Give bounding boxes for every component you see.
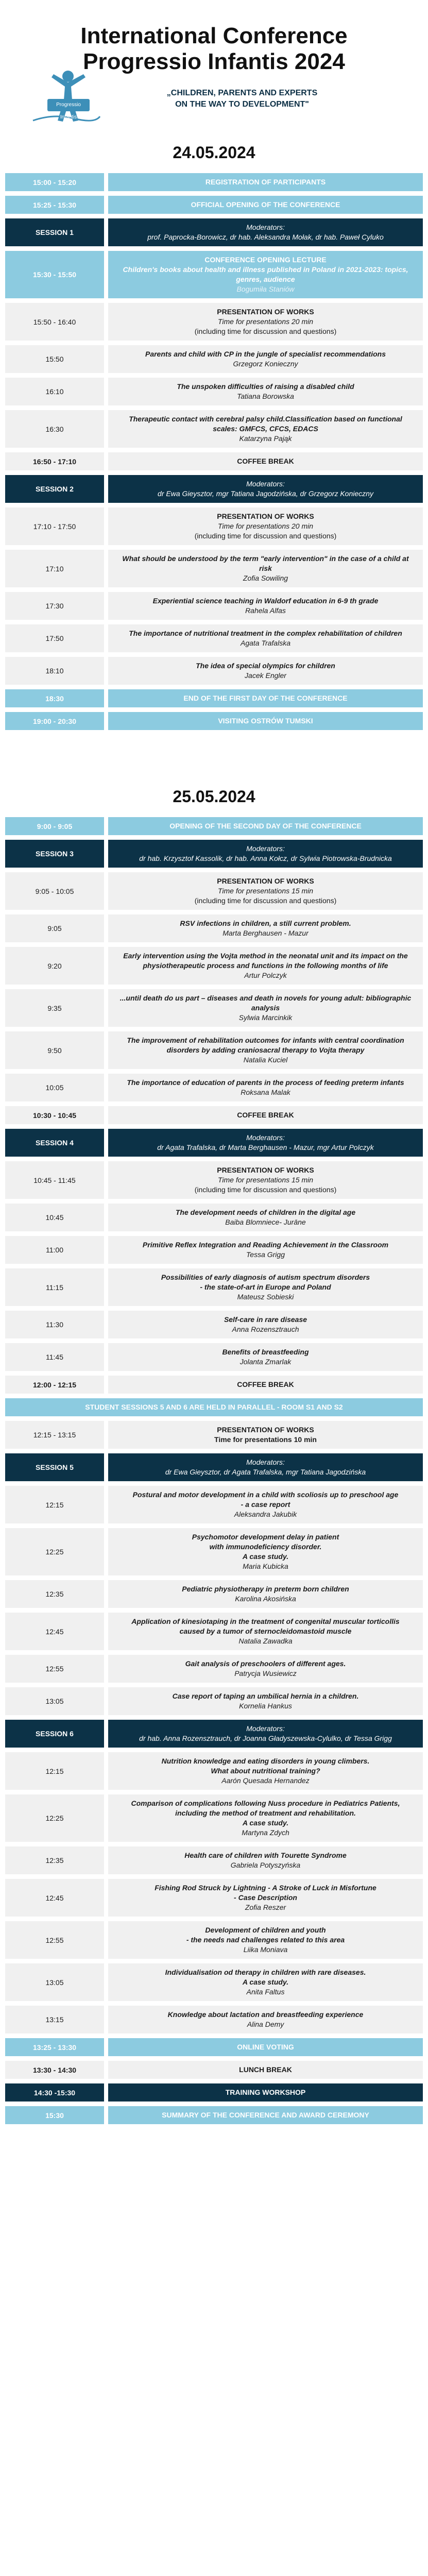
schedule-row [5,410,423,448]
schedule-content [108,817,423,835]
schedule-time: SESSION 1 [5,218,104,246]
schedule-line: Children's books about health and illness published in Poland in 2021-2023: topics, genres, audience [123,265,408,283]
schedule-line: Sylwia Marcinkik [238,1013,293,1022]
schedule-content [108,1074,423,1101]
schedule-content [108,989,423,1027]
schedule-line: ...until death do us part – diseases and death in novels for young adult: bibliographic analysis [119,994,412,1012]
schedule-line: - a case report [241,1500,290,1509]
schedule-time: 12:25 [5,1528,104,1575]
schedule-line: Aarón Quesada Hernandez [221,1776,310,1785]
schedule-line: Martyna Zdych [242,1828,289,1837]
schedule-line: REGISTRATION OF PARTICIPANTS [205,178,326,186]
schedule-line: Natalia Zawadka [238,1637,293,1645]
title-line-1: International Conference [80,23,348,48]
schedule-row [5,1236,423,1264]
schedule-row [5,1752,423,1790]
schedule-line: (including time for discussion and questions) [194,327,337,335]
schedule-content [108,1343,423,1371]
schedule-content [108,1161,423,1199]
schedule-content [108,303,423,341]
schedule-content [108,2006,423,2033]
schedule-line: A case study. [242,1819,289,1827]
schedule-line: SUMMARY OF THE CONFERENCE AND AWARD CEREMONY [162,2111,369,2119]
schedule-line: Fishing Rod Struck by Lightning - A Stroke of Luck in Misfortune [155,1884,376,1892]
schedule-line: Artur Polczyk [244,971,287,979]
schedule-content [108,2106,423,2124]
schedule-time: SESSION 4 [5,1129,104,1157]
schedule-line: TRAINING WORKSHOP [225,2088,306,2096]
schedule-time: 15:50 - 16:40 [5,303,104,341]
schedule-line: OPENING OF THE SECOND DAY OF THE CONFERENCE [169,822,362,830]
schedule-line: Case report of taping an umbilical hernia in a children. [172,1692,359,1700]
schedule-line: Individualisation od therapy in children with rare diseases. [165,1968,366,1976]
schedule-line: Roksana Malak [241,1088,290,1096]
schedule-row [5,1528,423,1575]
schedule-time: 12:15 [5,1752,104,1790]
schedule-row [5,1106,423,1124]
schedule-content [108,251,423,298]
schedule-row [5,1846,423,1874]
schedule-line: Parents and child with CP in the jungle of specialist recommendations [145,350,386,358]
schedule-time: SESSION 2 [5,475,104,503]
schedule-line: prof. Paprocka-Borowicz, dr hab. Aleksandra Mołak, dr hab. Paweł Cyluko [147,233,384,241]
schedule-time: 14:30 -15:30 [5,2083,104,2102]
schedule-content [108,1580,423,1608]
schedule-content [108,840,423,868]
schedule-row [5,712,423,730]
schedule-time: 11:15 [5,1268,104,1306]
schedule-time: SESSION 3 [5,840,104,868]
schedule-line: Rahela Alfas [245,606,286,615]
schedule-time: 13:05 [5,1963,104,2001]
schedule-line: Moderators: [246,1133,285,1142]
schedule-time: 11:45 [5,1343,104,1371]
schedule-line: Mateusz Sobieski [237,1293,294,1301]
schedule-line: Karolina Akosińska [235,1595,296,1603]
schedule-content [108,1453,423,1481]
schedule-content [108,1687,423,1715]
schedule-row [5,452,423,470]
schedule-time: 10:30 - 10:45 [5,1106,104,1124]
schedule-time: 12:35 [5,1846,104,1874]
schedule-time: 19:00 - 20:30 [5,712,104,730]
schedule-content [108,196,423,214]
schedule-line: Moderators: [246,844,285,853]
schedule-row [5,1486,423,1523]
schedule-content [108,550,423,587]
schedule-line: dr Agata Trafalska, dr Marta Berghausen - Mazur, mgr Artur Polczyk [157,1143,374,1151]
schedule-row [5,657,423,685]
schedule-time: 16:50 - 17:10 [5,452,104,470]
schedule-line: Time for presentations 20 min [217,317,314,326]
schedule-row [5,1879,423,1917]
schedule-line: Gabriela Potyszyńska [230,1861,301,1869]
schedule-time: 10:05 [5,1074,104,1101]
schedule-row [5,1421,423,1449]
schedule-line: COFFEE BREAK [237,457,294,465]
schedule-time: 16:10 [5,378,104,405]
schedule-row [5,1343,423,1371]
day-spacer [5,735,423,766]
schedule-line: (including time for discussion and questions) [194,896,337,905]
schedule-row [5,1720,423,1748]
schedule-line: VISITING OSTRÓW TUMSKI [218,717,313,725]
schedule-content [108,592,423,620]
schedule-line: Maria Kubicka [243,1562,288,1570]
schedule-line: Moderators: [246,223,285,231]
schedule-row [5,689,423,707]
schedule-line: Experiential science teaching in Waldorf education in 6-9 th grade [152,597,379,605]
schedule-time: 9:05 - 10:05 [5,872,104,910]
schedule-line: PRESENTATION OF WORKS [217,1426,314,1434]
day-block [5,142,423,730]
schedule-content [108,1376,423,1394]
schedule-line: Bogumiła Staniów [236,285,295,293]
schedule-time: SESSION 5 [5,1453,104,1481]
schedule-row [5,1311,423,1338]
schedule-time: 13:30 - 14:30 [5,2061,104,2079]
schedule-time: 13:05 [5,1687,104,1715]
schedule-content [108,475,423,503]
schedule-time: 18:30 [5,689,104,707]
schedule-row [5,914,423,942]
schedule-row [5,303,423,341]
schedule-line: Gait analysis of preschoolers of different ages. [185,1659,346,1668]
schedule-content [108,1106,423,1124]
schedule-time: 12:55 [5,1655,104,1683]
schedule-line: The unspoken difficulties of raising a disabled child [177,382,354,391]
schedule-line: Zofia Sowiling [243,574,288,582]
schedule-row [5,1921,423,1959]
schedule-line: Pediatric physiotherapy in preterm born children [182,1585,349,1593]
schedule-line: Self-care in rare disease [224,1315,307,1324]
schedule-content [108,914,423,942]
schedule-row [5,817,423,835]
conference-subtitle [124,88,361,110]
schedule-line: Nutrition knowledge and eating disorders in young climbers. [161,1757,370,1765]
schedule-line: What about nutritional training? [211,1767,320,1775]
schedule-content [108,1720,423,1748]
schedule-row [5,507,423,545]
schedule-line: COFFEE BREAK [237,1111,294,1119]
schedule-line: Jacek Engler [245,671,286,680]
schedule-row [5,2006,423,2033]
schedule-line: - Case Description [234,1893,297,1902]
schedule-line: COFFEE BREAK [237,1380,294,1388]
schedule-content [108,657,423,685]
schedule-line: dr hab. Krzysztof Kassolik, dr hab. Anna Kołcz, dr Sylwia Piotrowska-Brudnicka [139,854,392,862]
schedule-line: dr Ewa Gieysztor, dr Agata Trafalska, mgr Tatiana Jagodzińska [165,1468,366,1476]
schedule-row [5,1655,423,1683]
schedule-line: RSV infections in children, a still current problem. [180,919,351,927]
logo-badge: Progressio Infantis [47,99,90,111]
schedule-line: Moderators: [246,1724,285,1733]
schedule-time: 9:35 [5,989,104,1027]
schedule-content [108,1031,423,1069]
schedule-line: Marta Berghausen - Mazur [222,929,309,937]
schedule-line: dr hab. Anna Rozensztrauch, dr Joanna Gładyszewska-Cylulko, dr Tessa Grigg [139,1734,392,1742]
schedule-line: Comparison of complications following Nuss procedure in Pediatrics Patients, including the method of treatment and rehabilitation. [131,1799,400,1817]
hero-header [5,0,423,124]
schedule-row [5,1794,423,1842]
schedule-row [5,1453,423,1481]
schedule-time: 10:45 [5,1204,104,1231]
schedule-row [5,1161,423,1199]
schedule-row [5,173,423,191]
schedule-time: 13:25 - 13:30 [5,2038,104,2056]
schedule-line: A case study. [242,1552,289,1561]
schedule-line: END OF THE FIRST DAY OF THE CONFERENCE [183,694,348,702]
schedule-content [108,1311,423,1338]
schedule-line: Agata Trafalska [240,639,290,647]
schedule-row [5,2038,423,2056]
schedule-row [5,840,423,868]
schedule-row [5,2106,423,2124]
schedule-row [5,989,423,1027]
schedule-time: 9:20 [5,947,104,985]
schedule-line: Possibilities of early diagnosis of autism spectrum disorders [161,1273,370,1281]
schedule-content [108,507,423,545]
schedule-content [108,345,423,373]
program-days [5,142,423,2124]
subtitle-line-2: ON THE WAY TO DEVELOPMENT" [175,100,309,109]
schedule-time: 17:10 [5,550,104,587]
schedule-line: PRESENTATION OF WORKS [217,877,314,885]
schedule-content [108,2038,423,2056]
schedule-time: 12:15 - 13:15 [5,1421,104,1449]
subtitle-line-1: „CHILDREN, PARENTS AND EXPERTS [166,89,318,97]
schedule-content [108,1963,423,2001]
schedule-content [108,1129,423,1157]
schedule-line: Anita Faltus [246,1988,285,1996]
schedule-row [5,550,423,587]
schedule-line: Moderators: [246,480,285,488]
schedule-line: Tessa Grigg [246,1250,285,1259]
schedule-content [108,1613,423,1650]
schedule-row [5,1204,423,1231]
schedule-time: 15:25 - 15:30 [5,196,104,214]
schedule-content [108,1655,423,1683]
schedule-row [5,1129,423,1157]
schedule-time: 12:45 [5,1613,104,1650]
schedule-line: - the needs nad challenges related to this area [186,1936,345,1944]
title-line-2: Progressio Infantis 2024 [83,49,345,74]
schedule-line: PRESENTATION OF WORKS [217,1166,314,1174]
schedule-line: PRESENTATION OF WORKS [217,512,314,520]
schedule-line: Time for presentations 10 min [214,1435,317,1444]
schedule-row [5,1376,423,1394]
day-date-heading: 25.05.2024 [173,787,255,806]
schedule-content [108,1752,423,1790]
schedule-content [108,410,423,448]
schedule-row [5,475,423,503]
schedule-line: Health care of children with Tourette Syndrome [184,1851,347,1859]
schedule-line: Early intervention using the Vojta method in the neonatal unit and its impact on the physiotherapeutic process and functions in the following months of life [123,952,408,970]
schedule-line: Grzegorz Konieczny [233,360,298,368]
schedule-line: The improvement of rehabilitation outcomes for infants with central coordination disorders by adding craniosacral therapy to Vojta therapy [127,1036,404,1054]
schedule-row [5,1580,423,1608]
schedule-time: 15:30 [5,2106,104,2124]
day-date-heading: 24.05.2024 [173,143,255,162]
schedule-time: 12:55 [5,1921,104,1959]
schedule-line: Katarzyna Pająk [239,434,292,443]
schedule-time: 12:00 - 12:15 [5,1376,104,1394]
schedule-row [5,2061,423,2079]
schedule-content [108,378,423,405]
schedule-time: 17:10 - 17:50 [5,507,104,545]
schedule-row [5,624,423,652]
schedule-time: 18:10 [5,657,104,685]
schedule-content [108,218,423,246]
schedule-time: SESSION 6 [5,1720,104,1748]
schedule-line: Application of kinesiotaping in the treatment of congenital muscular torticollis caused by a tumor of sternocleidomastoid muscle [131,1617,400,1635]
schedule-row [5,218,423,246]
schedule-line: CONFERENCE OPENING LECTURE [204,256,327,264]
schedule-content [5,1398,423,1416]
schedule-content [108,1421,423,1449]
schedule-content [108,624,423,652]
schedule-line: Aleksandra Jakubik [234,1510,297,1518]
schedule-time: 9:05 [5,914,104,942]
schedule-line: - the state-of-art in Europe and Poland [200,1283,331,1291]
schedule-line: Kornelia Hankus [239,1702,292,1710]
schedule-line: Psychomotor development delay in patient [192,1533,339,1541]
conference-title [5,0,423,75]
schedule-content [108,712,423,730]
schedule-line: Baiba Blomniece- Jurāne [225,1218,306,1226]
schedule-line: The importance of nutritional treatment in the complex rehabilitation of children [129,629,402,637]
schedule-content [108,173,423,191]
schedule-row [5,2083,423,2102]
schedule-row [5,1031,423,1069]
schedule-content [108,2061,423,2079]
schedule-row [5,196,423,214]
schedule-row [5,947,423,985]
schedule-row [5,1613,423,1650]
schedule-line: (including time for discussion and questions) [194,532,337,540]
schedule-content [108,872,423,910]
schedule-time: 11:30 [5,1311,104,1338]
schedule-line: dr Ewa Gieysztor, mgr Tatiana Jagodzińska, dr Grzegorz Konieczny [158,489,373,498]
schedule-line: The importance of education of parents in the process of feeding preterm infants [127,1078,404,1087]
schedule-line: What should be understood by the term "early intervention" in the case of a child at risk [122,554,409,572]
schedule-line: Development of children and youth [205,1926,326,1934]
schedule-content [108,1268,423,1306]
schedule-content [108,1921,423,1959]
schedule-row [5,1398,423,1416]
schedule-line: Postural and motor development in a child with scoliosis up to preschool age [132,1490,399,1499]
schedule-row [5,251,423,298]
schedule-line: Moderators: [246,1458,285,1466]
schedule-line: Alina Demy [247,2020,284,2028]
conference-logo [23,69,105,125]
schedule-content [108,689,423,707]
schedule-content [108,1236,423,1264]
schedule-time: 17:50 [5,624,104,652]
schedule-row [5,345,423,373]
schedule-line: Liika Moniava [243,1945,288,1954]
schedule-time: 12:35 [5,1580,104,1608]
schedule-line: Natalia Kuciel [243,1056,288,1064]
schedule-line: Time for presentations 20 min [217,522,314,530]
schedule-time: 12:15 [5,1486,104,1523]
schedule-line: ONLINE VOTING [237,2043,294,2051]
schedule-time: 15:50 [5,345,104,373]
schedule-content [108,1794,423,1842]
schedule-row [5,872,423,910]
schedule-line: PRESENTATION OF WORKS [217,308,314,316]
schedule-time: 16:30 [5,410,104,448]
schedule-line: LUNCH BREAK [239,2065,292,2074]
schedule-line: Tatiana Borowska [237,392,294,400]
schedule-time: 15:00 - 15:20 [5,173,104,191]
schedule-content [108,452,423,470]
schedule-line: Zofia Reszer [245,1903,286,1911]
schedule-row [5,1268,423,1306]
schedule-content [108,947,423,985]
schedule-row [5,1963,423,2001]
schedule-line: Benefits of breastfeeding [222,1348,309,1356]
schedule-row [5,592,423,620]
schedule-line: Primitive Reflex Integration and Reading Achievement in the Classroom [142,1241,389,1249]
schedule-row [5,1687,423,1715]
schedule-row [5,1074,423,1101]
schedule-line: Jolanta Zmarlak [239,1358,292,1366]
schedule-content [108,1204,423,1231]
schedule-time: 9:50 [5,1031,104,1069]
schedule-time: 10:45 - 11:45 [5,1161,104,1199]
schedule-line: (including time for discussion and questions) [194,1185,337,1194]
schedule-line: STUDENT SESSIONS 5 AND 6 ARE HELD IN PARALLEL - ROOM S1 AND S2 [85,1403,343,1411]
schedule-line: The idea of special olympics for children [196,662,335,670]
schedule-line: with immunodeficiency disorder. [209,1543,322,1551]
schedule-line: A case study. [242,1978,289,1986]
schedule-content [108,1846,423,1874]
day-block [5,735,423,2124]
schedule-line: Anna Rozensztrauch [232,1325,299,1333]
schedule-line: Therapeutic contact with cerebral palsy child.Classification based on functional scales: GMFCS, CFCS, EDACS [129,415,402,433]
schedule-content [108,2083,423,2102]
schedule-time: 12:25 [5,1794,104,1842]
schedule-content [108,1528,423,1575]
schedule-time: 12:45 [5,1879,104,1917]
schedule-time: 9:00 - 9:05 [5,817,104,835]
schedule-line: Time for presentations 15 min [217,1176,314,1184]
schedule-time: 15:30 - 15:50 [5,251,104,298]
schedule-line: Patrycja Wusiewicz [234,1669,297,1677]
schedule-line: The development needs of children in the digital age [175,1208,356,1216]
schedule-line: Knowledge about lactation and breastfeeding experience [167,2010,364,2019]
schedule-time: 11:00 [5,1236,104,1264]
schedule-time: 17:30 [5,592,104,620]
schedule-content [108,1879,423,1917]
schedule-row [5,378,423,405]
schedule-content [108,1486,423,1523]
schedule-line: OFFICIAL OPENING OF THE CONFERENCE [191,200,340,209]
schedule-time: 13:15 [5,2006,104,2033]
schedule-line: Time for presentations 15 min [217,887,314,895]
